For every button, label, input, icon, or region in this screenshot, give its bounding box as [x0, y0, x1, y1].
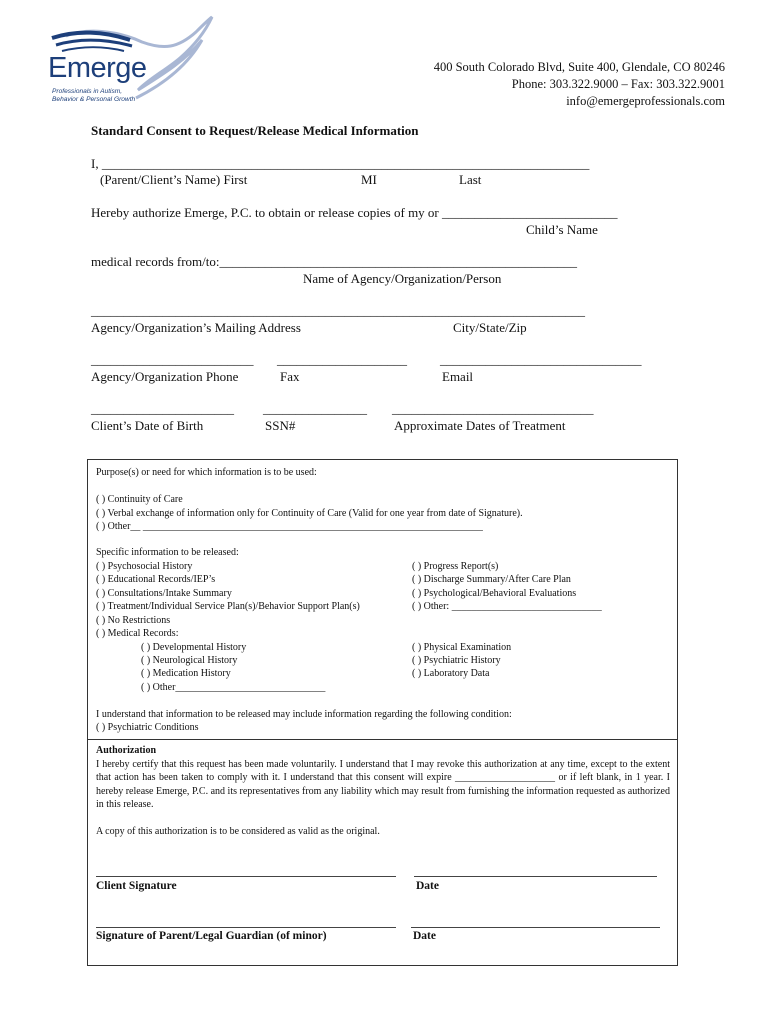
agency-name-label: Name of Agency/Organization/Person	[303, 271, 502, 286]
first-name-label: (Parent/Client’s Name) First	[100, 172, 248, 187]
condition-notice: I understand that information to be released may include information regarding the following condition:	[96, 709, 512, 720]
info-option[interactable]: ( ) Medical Records:	[96, 628, 179, 639]
guardian-signature-line[interactable]	[96, 927, 396, 928]
client-date-label: Date	[416, 880, 439, 892]
address-line: 400 South Colorado Blvd, Suite 400, Glendale, CO 80246	[433, 60, 725, 74]
purpose-option[interactable]: ( ) Other__ ____________________________________________________________________	[96, 521, 483, 532]
medical-sub-option[interactable]: ( ) Neurological History	[141, 655, 238, 666]
form-title: Standard Consent to Request/Release Medical Information	[91, 123, 419, 138]
logo-tagline-2: Behavior & Personal Growth	[52, 96, 136, 103]
client-signature-label: Client Signature	[96, 880, 177, 892]
records-from-to-field[interactable]: medical records from/to:_______________________________________________________	[91, 254, 578, 269]
info-option[interactable]: ( ) Treatment/Individual Service Plan(s)/Behavior Support Plan(s)	[96, 601, 360, 612]
info-option[interactable]: ( ) Psychosocial History	[96, 561, 193, 572]
purpose-option[interactable]: ( ) Continuity of Care	[96, 494, 183, 505]
email-field[interactable]: _______________________________	[440, 352, 642, 367]
authorize-text[interactable]: Hereby authorize Emerge, P.C. to obtain or release copies of my or ___________________________	[91, 205, 618, 220]
purpose-option[interactable]: ( ) Verbal exchange of information only for Continuity of Care (Valid for one year from date of Signature).	[96, 508, 523, 519]
logo-tagline-1: Professionals in Autism,	[52, 88, 123, 95]
info-option[interactable]: ( ) No Restrictions	[96, 615, 171, 626]
child-name-label: Child’s Name	[526, 222, 598, 237]
info-option[interactable]: ( ) Progress Report(s)	[412, 561, 499, 572]
medical-sub-option[interactable]: ( ) Physical Examination	[412, 642, 512, 653]
agency-phone-field[interactable]: _________________________	[91, 352, 254, 367]
client-signature-line[interactable]	[96, 876, 396, 877]
fax-field[interactable]: ____________________	[277, 352, 407, 367]
ssn-label: SSN#	[265, 418, 296, 433]
guardian-date-label: Date	[413, 930, 436, 942]
mi-label: MI	[361, 172, 377, 187]
email-line: info@emergeprofessionals.com	[566, 94, 725, 108]
name-field-line[interactable]: I, ___________________________________________________________________________	[91, 156, 590, 171]
city-state-zip-label: City/State/Zip	[453, 320, 527, 335]
mailing-address-label: Agency/Organization’s Mailing Address	[91, 320, 301, 335]
treatment-dates-label: Approximate Dates of Treatment	[394, 418, 566, 433]
treatment-dates-field[interactable]: _______________________________	[392, 401, 594, 416]
medical-sub-option[interactable]: ( ) Developmental History	[141, 642, 247, 653]
medical-sub-option[interactable]: ( ) Laboratory Data	[412, 668, 490, 679]
medical-sub-option[interactable]: ( ) Medication History	[141, 668, 231, 679]
guardian-date-line[interactable]	[411, 927, 660, 928]
dob-field[interactable]: ______________________	[91, 401, 234, 416]
info-option[interactable]: ( ) Psychological/Behavioral Evaluations	[412, 588, 577, 599]
phone-fax-line: Phone: 303.322.9000 – Fax: 303.322.9001	[511, 77, 725, 91]
medical-sub-option[interactable]: ( ) Psychiatric History	[412, 655, 501, 666]
dob-label: Client’s Date of Birth	[91, 418, 204, 433]
condition-option[interactable]: ( ) Psychiatric Conditions	[96, 722, 199, 733]
authorization-heading: Authorization	[96, 745, 156, 756]
fax-label: Fax	[280, 369, 300, 384]
logo-name: Emerge	[48, 52, 147, 84]
authorization-divider	[87, 739, 678, 740]
specific-info-heading: Specific information to be released:	[96, 547, 239, 558]
copy-validity-text: A copy of this authorization is to be considered as valid as the original.	[96, 826, 380, 837]
emerge-logo	[46, 14, 216, 109]
ssn-field[interactable]: ________________	[263, 401, 367, 416]
agency-phone-label: Agency/Organization Phone	[91, 369, 239, 384]
authorization-text: I hereby certify that this request has been made voluntarily. I understand that I may revoke this authorization at any time, except to the extent that action has been taken to comply with it. I understand that this consent will expire ____________________ or if left blank, in 1 year. I hereby release Emerge, P.C. and its representatives from any liability which may result from furnishing the information requested as authorized in this release.	[96, 759, 670, 811]
last-name-label: Last	[459, 172, 482, 187]
guardian-signature-label: Signature of Parent/Legal Guardian (of minor)	[96, 930, 327, 942]
mailing-address-field[interactable]: ____________________________________________________________________________	[91, 303, 585, 318]
info-option[interactable]: ( ) Discharge Summary/After Care Plan	[412, 574, 571, 585]
medical-sub-option[interactable]: ( ) Other______________________________	[141, 682, 326, 693]
info-option[interactable]: ( ) Other: ______________________________	[412, 601, 602, 612]
email-label: Email	[442, 369, 474, 384]
client-date-line[interactable]	[414, 876, 657, 877]
purpose-heading: Purpose(s) or need for which information is to be used:	[96, 467, 317, 478]
info-option[interactable]: ( ) Educational Records/IEP’s	[96, 574, 216, 585]
info-option[interactable]: ( ) Consultations/Intake Summary	[96, 588, 232, 599]
